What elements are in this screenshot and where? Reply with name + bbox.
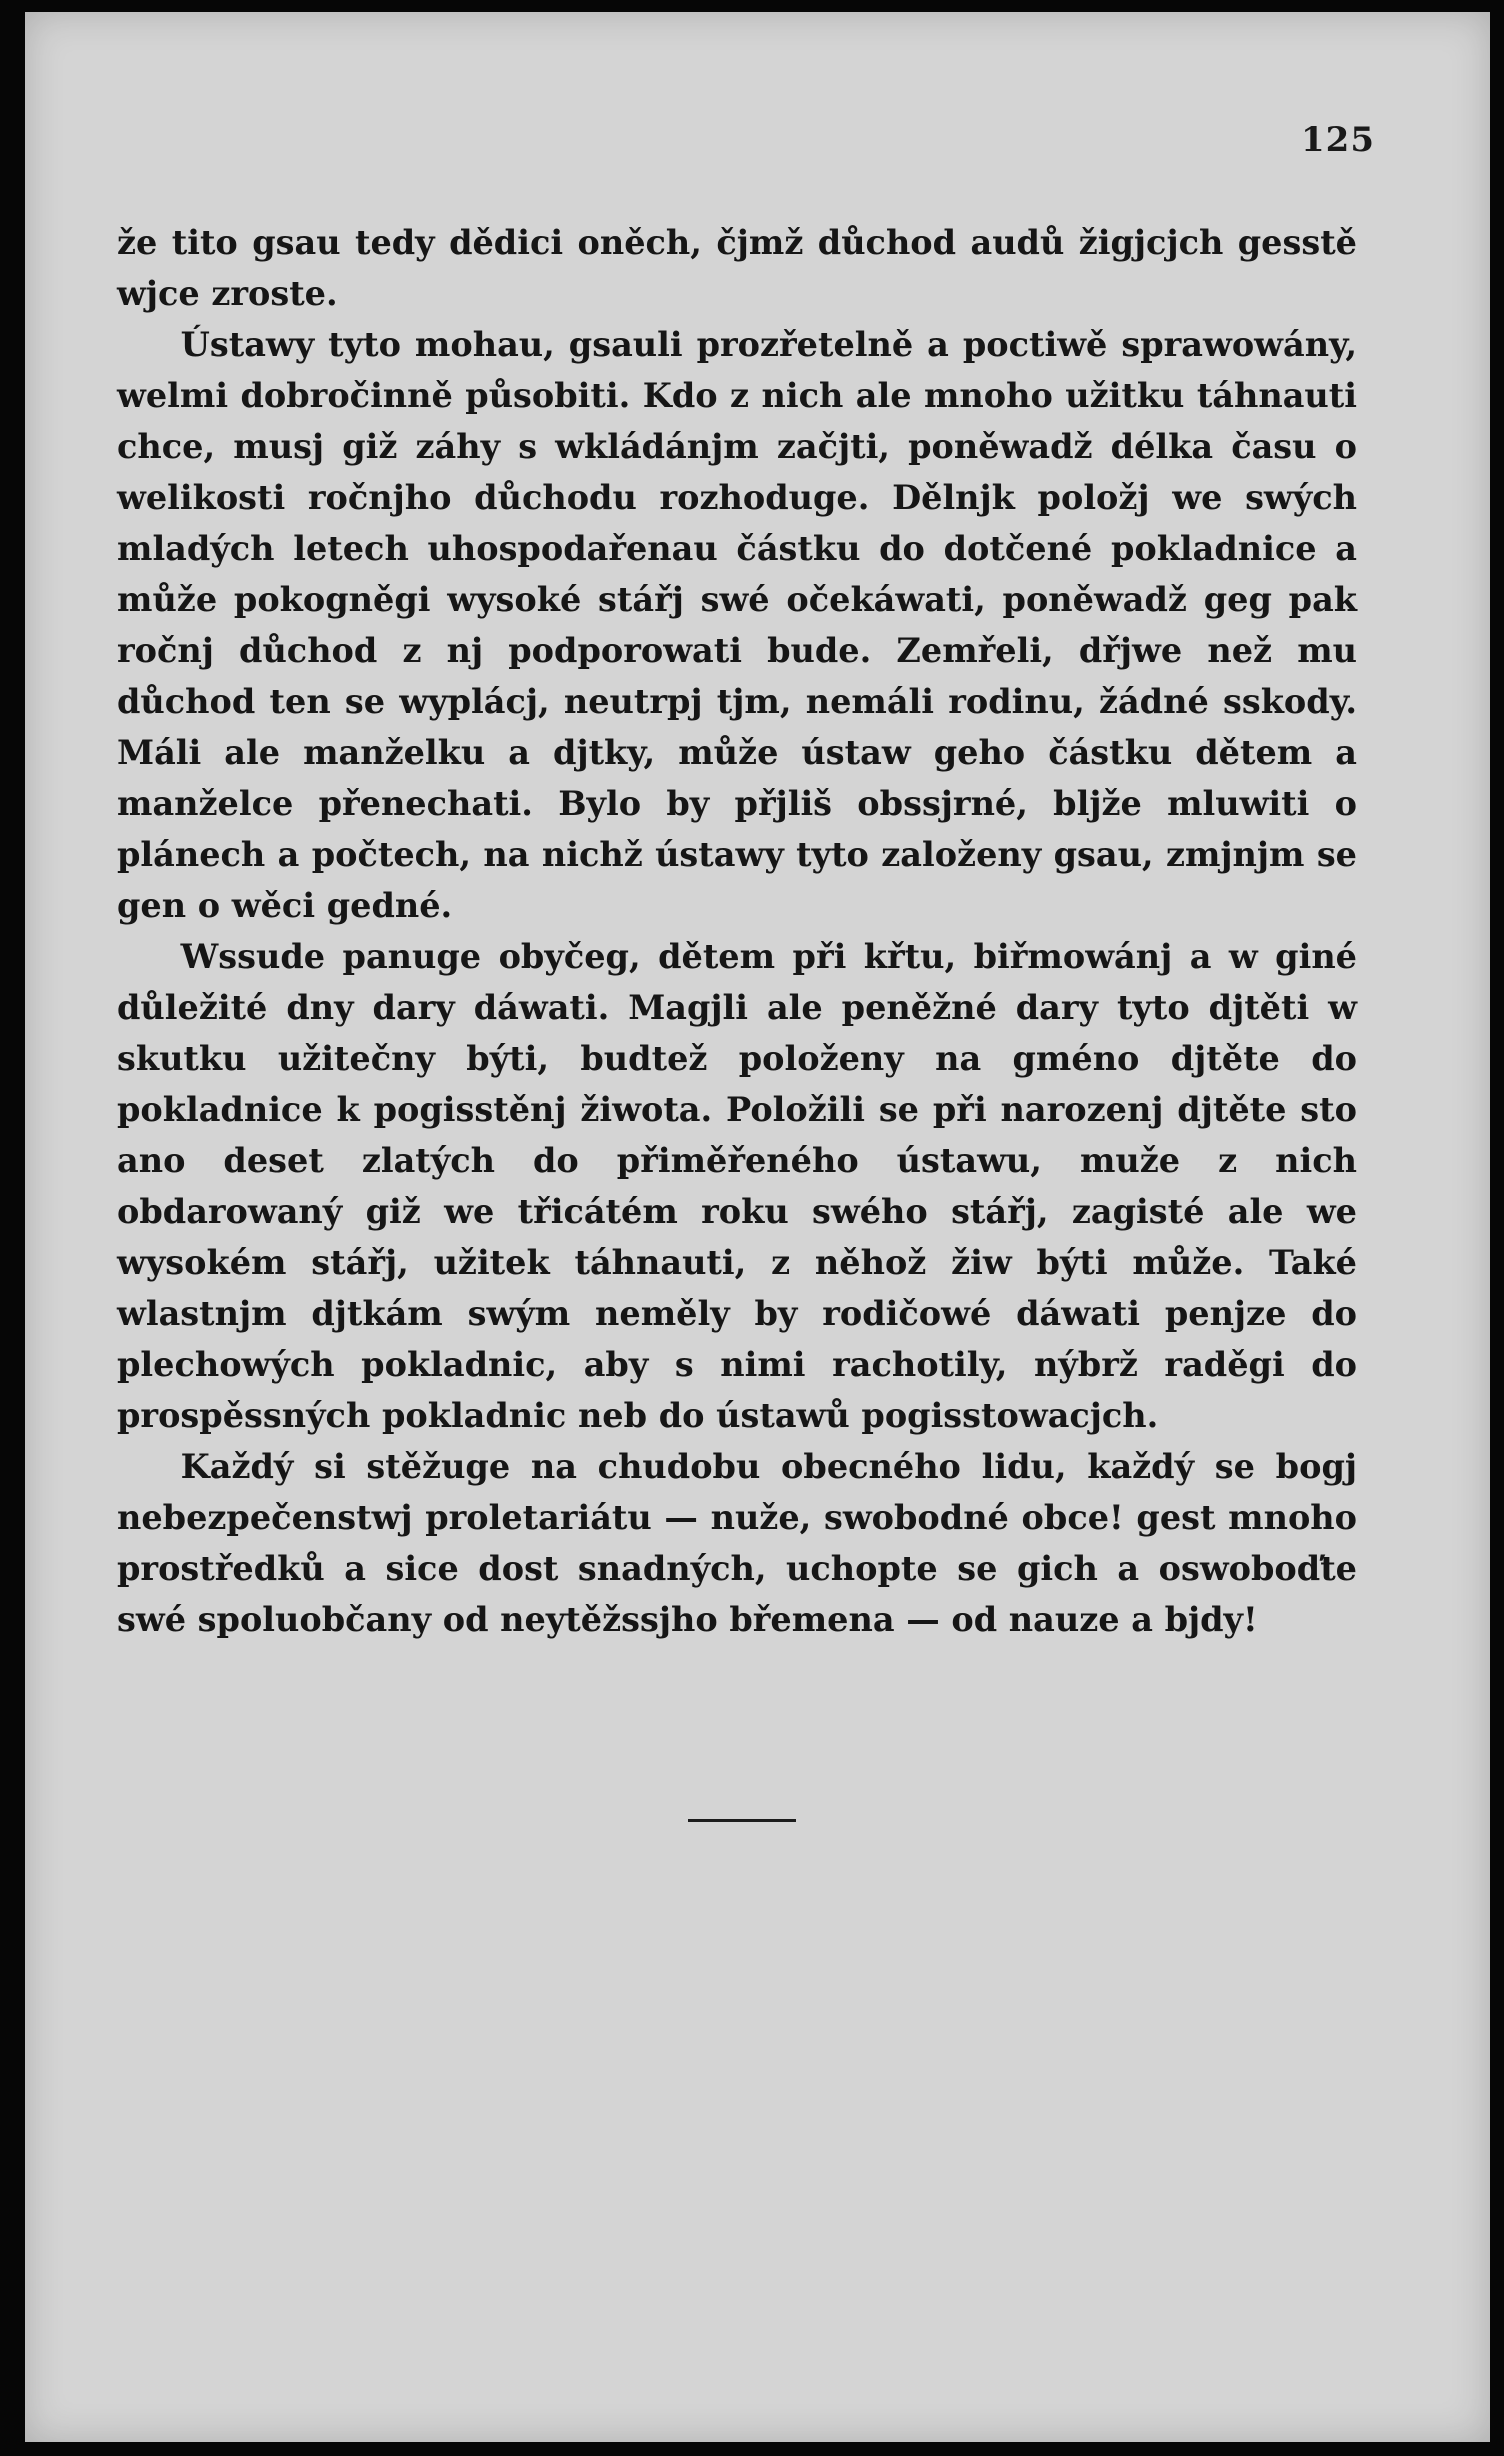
page-number: 125 [1301,120,1375,160]
paragraph-3: Wssude panuge obyčeg, dětem při křtu, biřmowánj a w giné důležité dny dary dáwati. Magjli ale peněžné dary tyto djtěti w skutku užitečny býti, budtež položeny na gméno djtěte do pokladnice k pogisstěnj žiwota. Položili se při narozenj djtěte sto ano deset zlatých do přiměřeného ústawu, muže z nich obdarowaný giž we třicátém roku swého stářj, zagisté ale we wysokém stářj, užitek táhnauti, z něhož žiw býti může. Také wlastnjm djtkám swým neměly by rodičowé dáwati penjze do plechowých pokladnic, aby s nimi rachotily, nýbrž raděgi do prospěssných pokladnic neb do ústawů pogisstowacjch. [117,937,1357,1435]
paragraph-4: Každý si stěžuge na chudobu obecného lidu, každý se bogj nebezpečenstwj proletariátu — nuže, swobodné obce! gest mnoho prostředků a sice dost snadných, uchopte se gich a oswoboďte swé spoluobčany od neytěžssjho břemena — od nauze a bjdy! [117,1447,1357,1639]
body-text [117,217,1357,1645]
book-page [25,12,1490,2442]
paragraph-2: Ústawy tyto mohau, gsauli prozřetelně a poctiwě sprawowány, welmi dobročinně působiti. Kdo z nich ale mnoho užitku táhnauti chce, musj giž záhy s wkládánjm začjti, poněwadž délka času o welikosti ročnjho důchodu rozhoduge. Dělnjk položj we swých mladých letech uhospodařenau částku do dotčené pokladnice a může pokogněgi wysoké stářj swé očekáwati, poněwadž geg pak ročnj důchod z nj podporowati bude. Zemřeli, dřjwe než mu důchod ten se wyplácj, neutrpj tjm, nemáli rodinu, žádné sskody. Máli ale manželku a djtky, může ústaw geho částku dětem a manželce přenechati. Bylo by přjliš obssjrné, bljže mluwiti o plánech a počtech, na nichž ústawy tyto založeny gsau, zmjnjm se gen o wěci gedné. [117,325,1357,925]
paragraph-1: že tito gsau tedy dědici oněch, čjmž důchod audů žigjcjch gesstě wjce zroste. [117,223,1357,313]
end-rule-divider [688,1819,796,1822]
